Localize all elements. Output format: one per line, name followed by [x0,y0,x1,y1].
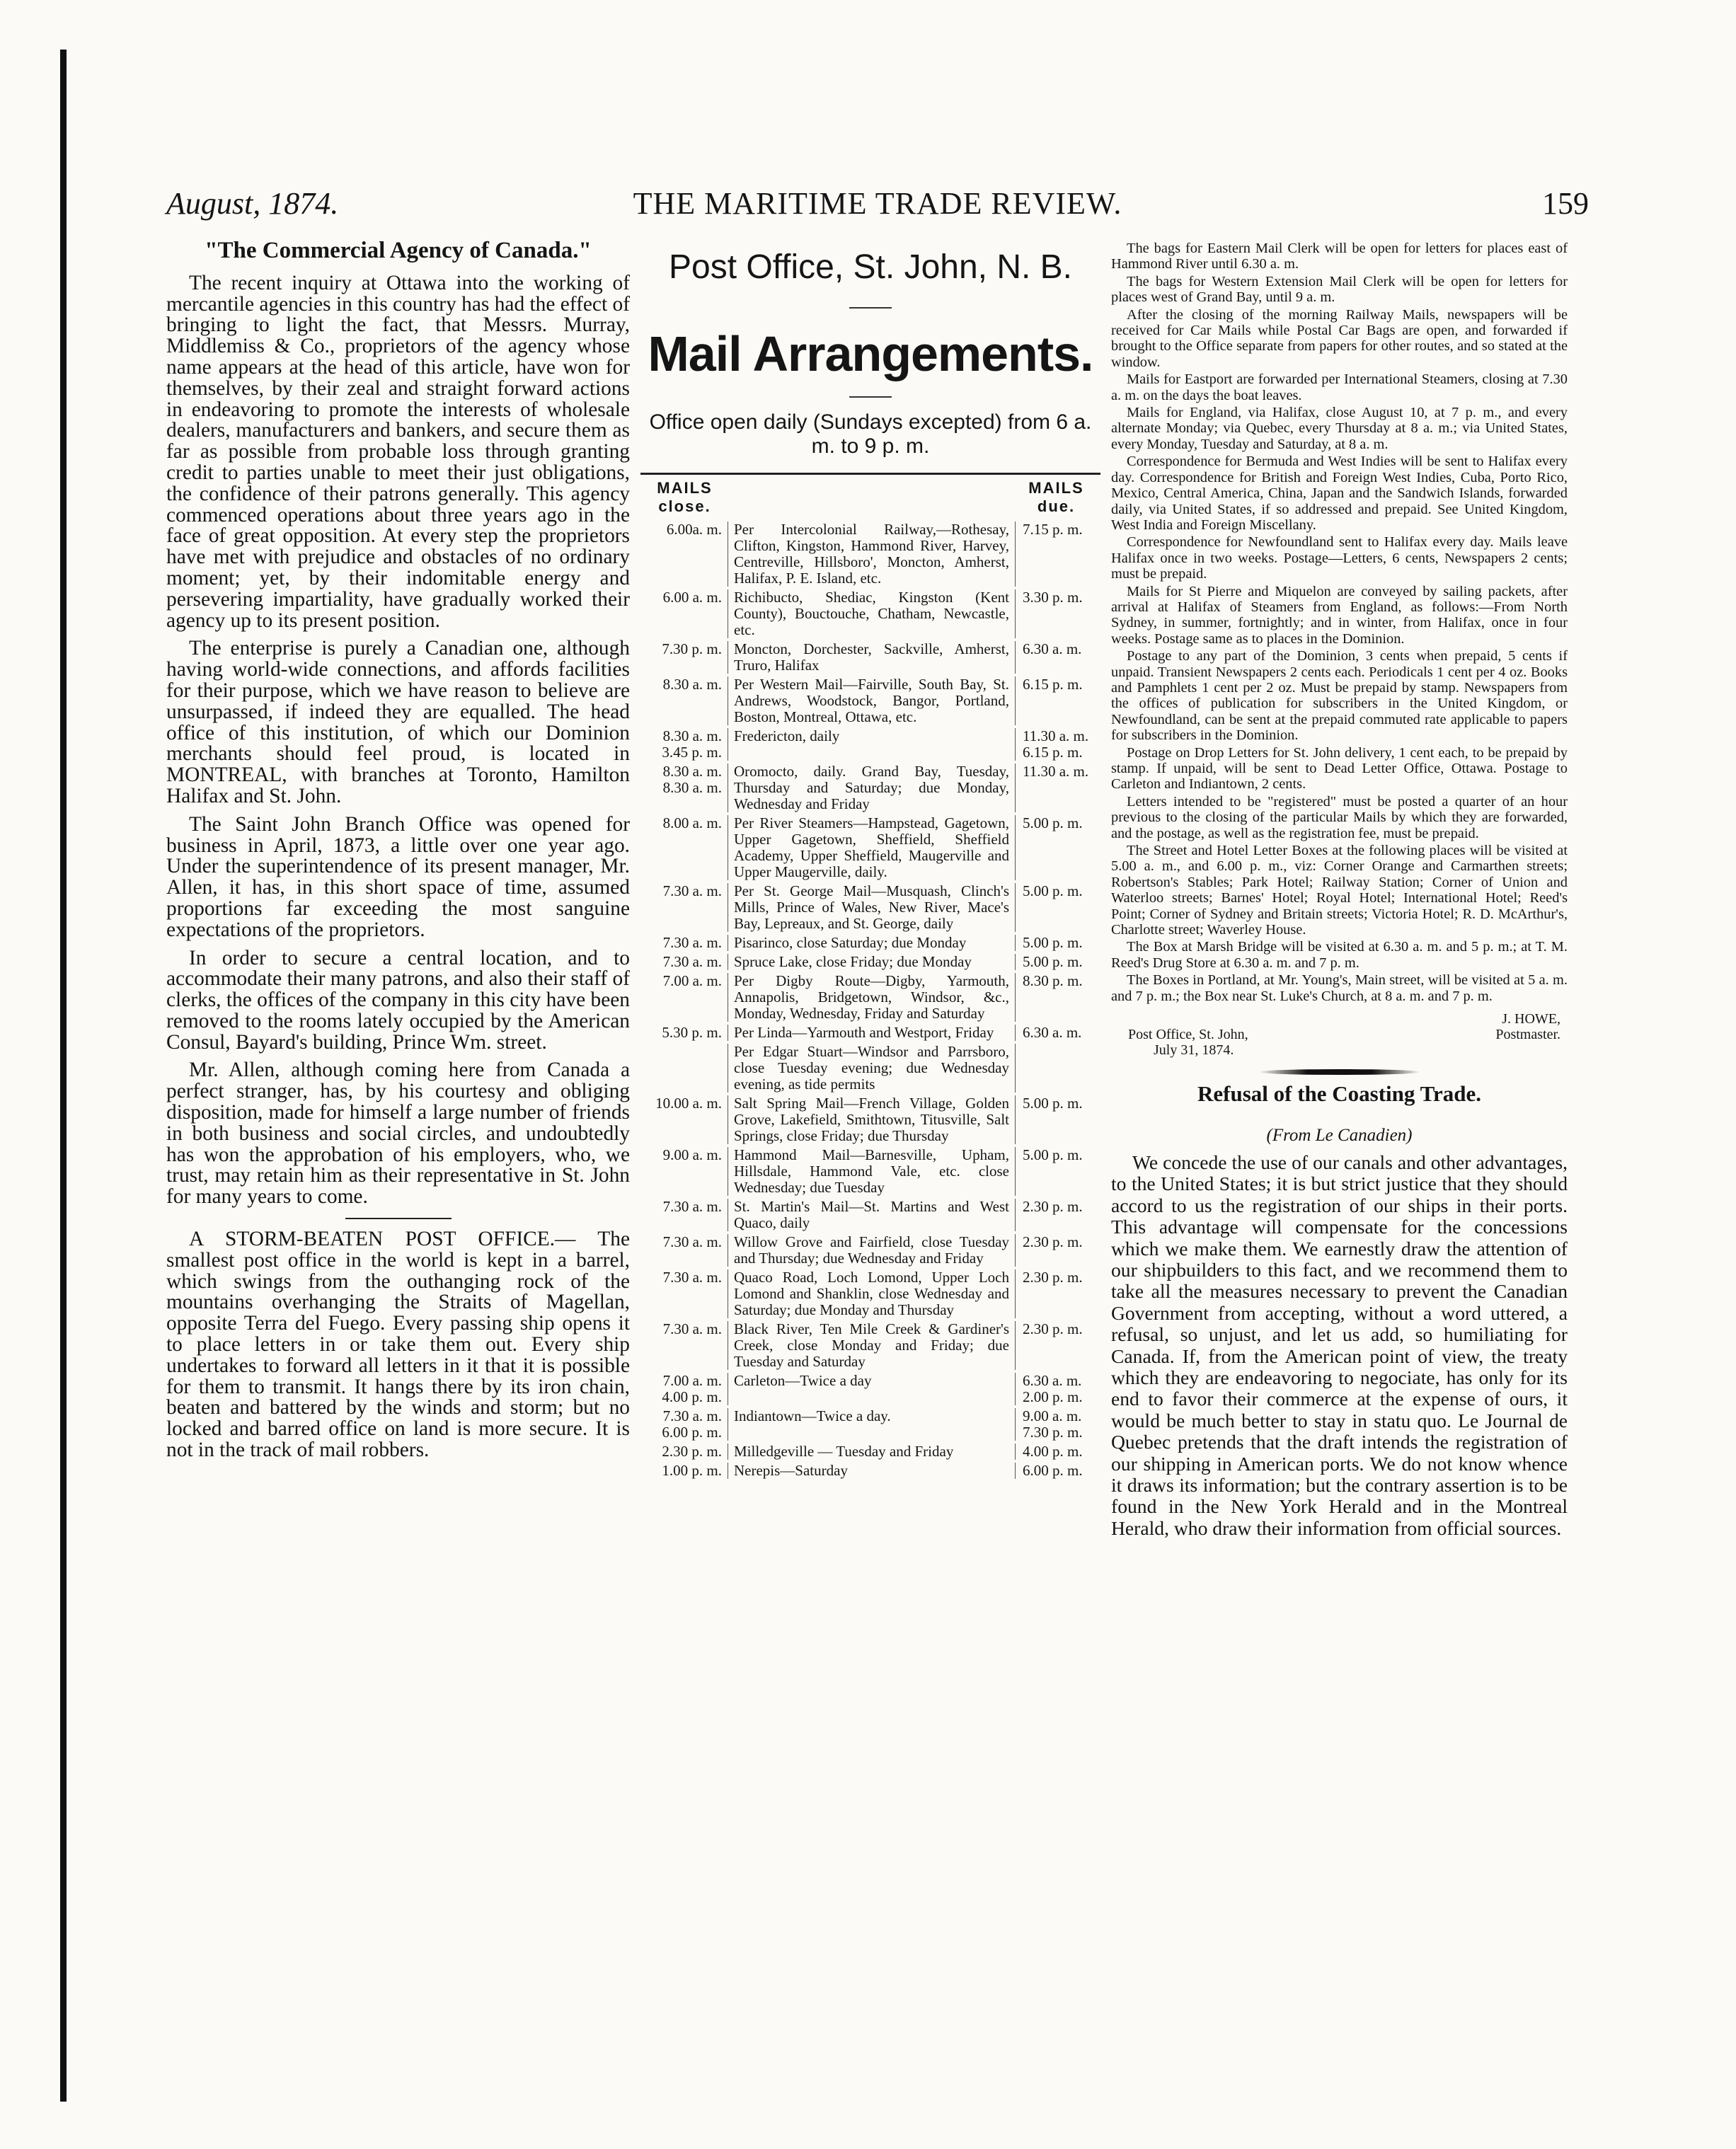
postal-notice: Postage to any part of the Dominion, 3 cents when prepaid, 5 cents if unpaid. Transient Newspapers 2 cents each. Periodicals 1 cent per 4 oz. Books and Pamphlets 1 cent per 2 oz. Must be prepaid by stamp. Newspapers from the offices of publication for subscribers in the United Kingdom, or Newfoundland, can be sent at the prepaid commuted rate applicable to papers for subscribers in the Dominion. [1111,648,1568,744]
mail-row [640,641,1100,674]
mail-row [640,1444,1100,1460]
article-paragraph: Mr. Allen, although coming here from Canada a perfect stranger, has, by his courtesy and obliging disposition, made for himself a large number of friends in both business and social circles, and undoubtedly has won the approbation of his employers, who, we trust, may retain him as their representative in St. John for many years to come. [166,1059,630,1209]
page-number: 159 [1542,186,1589,221]
mail-row [640,815,1100,880]
article-paragraph: The recent inquiry at Ottawa into the working of mercantile agencies in this country has had the effect of bringing to light the fact, that Messrs. Murray, Middlemiss & Co., proprietors of the agency whose name appears at the head of this article, have won for themselves, by their zeal and straight forward actions in endeavoring to promote the interests of wholesale dealers, manufacturers and bankers, and secure them as far as possible from probable loss through granting credit to parties unable to meet their just obligations, the confidence of their patrons generally. This agency commenced operations about three years ago in the face of great opposition. At every step the proprietors have met with prejudice and obstacles of no ordinary moment; yet, by their indomitable energy and persevering impartiality, have gradually worked their agency up to its present position. [166,271,630,632]
postal-notice: Letters intended to be "registered" must be posted a quarter of an hour previous to the closing of the particular Mails by which they are forwarded, and the postage, as well as the registration fee, must be prepaid. [1111,793,1568,841]
mail-row [640,935,1100,951]
mail-due-time: 2.30 p. m. [1023,1320,1083,1337]
mail-due-time: 11.30 a. m. [1023,763,1089,780]
publication-title: THE MARITIME TRADE REVIEW. [633,186,1122,221]
article-heading-agency: "The Commercial Agency of Canada." [205,241,592,263]
mail-close-time: 7.30 a. m. 6.00 p. m. [662,1407,722,1441]
article-heading-coasting: Refusal of the Coasting Trade. [1197,1081,1481,1107]
mail-route: Moncton, Dorchester, Sackville, Amherst, Truro, Halifax [728,641,1016,674]
right-column [1111,241,1568,2052]
mail-route: Milledgeville — Tuesday and Friday [728,1444,1016,1460]
mail-row [640,1044,1100,1093]
mail-arrangements-heading: Mail Arrangements. [648,326,1093,381]
postal-notice: The bags for Eastern Mail Clerk will be open for letters for places east of Hammond River until 6.30 a. m. [1111,241,1568,272]
mail-close-time: 6.00a. m. [666,521,722,538]
mail-route: Carleton—Twice a day [728,1373,1016,1405]
mail-close-time: 8.30 a. m. 8.30 a. m. [662,763,722,796]
page-header [166,185,1589,228]
mail-close-time: 7.30 a. m. [662,1320,722,1337]
mail-row [640,1025,1100,1041]
postal-notice: After the closing of the morning Railway Mails, newspapers will be received for Car Mails while Postal Car Bags are open, and forwarded if brought to the Office separate from papers for other routes, and so stated at the window. [1111,306,1568,370]
mail-close-time: 7.30 a. m. [662,1269,722,1286]
mail-due-time: 11.30 a. m. 6.15 p. m. [1023,727,1089,761]
mail-route: Nerepis—Saturday [728,1463,1016,1479]
mail-due-time: 5.00 p. m. [1023,814,1083,831]
mail-row [640,1147,1100,1196]
signature-name: J. HOWE, [1502,1011,1560,1027]
mail-due-time: 5.00 p. m. [1023,1095,1083,1112]
storm-post-office-paragraph: A STORM-BEATEN POST OFFICE.— The smallest post office in the world is kept in a barrel, which swings from the outhanging rock of the mountains overhanging the Straits of Magellan, opposite Terra del Fuego. Every passing ship opens it to place letters in or take them out. Every ship undertakes to forward all letters in it that it is possible for them to transmit. It hangs there by its iron chain, beaten and battered by the winds and storm; but no locked and barred office on land is more secure. It is not in the track of mail robbers. [166,1228,630,1462]
mail-table-body [640,522,1100,1479]
mail-row [640,589,1100,638]
mail-row [640,1095,1100,1144]
mail-due-time: 2.30 p. m. [1023,1198,1083,1215]
mail-arrangements-column [640,241,1100,2052]
postal-notice: The Boxes in Portland, at Mr. Young's, Main street, will be visited at 5 a. m. and 7 p. m.; the Box near St. Luke's Church, at 8 a. m. and 7 p. m. [1111,972,1568,1004]
mail-row [640,1269,1100,1318]
article-paragraph: The enterprise is purely a Canadian one, although having world-wide connections, and affords facilities for their purpose, which we have reason to believe are unsurpassed, if indeed they are equalled. The head office of this institution, of which our Dominion merchants should feel proud, is located in MONTREAL, with branches at Toronto, Hamilton Halifax and St. John. [166,637,630,807]
mail-close-time: 8.30 a. m. 3.45 p. m. [662,727,722,761]
mail-close-time: 5.30 p. m. [662,1024,722,1041]
mail-route: Per Intercolonial Railway,—Rothesay, Clifton, Kingston, Hammond River, Harvey, Centreville, Hillsboro', Moncton, Amherst, Halifax, P. E. Island, etc. [728,522,1016,587]
mail-row [640,1321,1100,1370]
postal-notice: Correspondence for Bermuda and West Indies will be sent to Halifax every day. Correspondence for British and Foreign West Indies, Cuba, Porto Rico, Mexico, Central America, China, Japan and the Sandwich Islands, forwarded daily, via United States, if so addressed and prepaid. See United Kingdom, West India and Foreign Miscellany. [1111,454,1568,533]
mail-route: Hammond Mail—Barnesville, Upham, Hillsdale, Hammond Vale, etc. close Wednesday; due Tuesday [728,1147,1016,1196]
mail-route: Oromocto, daily. Grand Bay, Tuesday, Thursday and Saturday; due Monday, Wednesday and Friday [728,764,1016,812]
issue-date: August, 1874. [166,186,339,221]
mail-close-time: 7.00 a. m. 4.00 p. m. [662,1372,722,1405]
mail-route: Per Digby Route—Digby, Yarmouth, Annapolis, Bridgetown, Windsor, &c., Monday, Wednesday, Friday and Saturday [728,973,1016,1022]
mail-row [640,676,1100,725]
article-paragraph: The Saint John Branch Office was opened for business in April, 1873, a little over one year ago. Under the superintendence of its present manager, Mr. Allen, it has, in this short space of time, assumed proportions far exceeding the most sanguine expectations of the proprietors. [166,812,630,941]
mail-route: Fredericton, daily [728,728,1016,761]
mail-route: Per River Steamers—Hampstead, Gagetown, Upper Gagetown, Sheffield, Sheffield Academy, Upper Sheffield, Maugerville and Upper Maugerville, daily. [728,815,1016,880]
postal-notice: Mails for St Pierre and Miquelon are conveyed by sailing packets, after arrival at Halifax of Steamers from England, as follows:—From North Sydney, in summer, fortnightly; and in winter, from Halifax, once in four weeks. Postage same as to places in the Dominion. [1111,583,1568,647]
mail-table-header [640,479,1100,516]
ornamental-rule [1258,1069,1421,1075]
mail-route: Salt Spring Mail—French Village, Golden Grove, Lakefield, Smithtown, Titusville, Salt Springs, close Friday; due Thursday [728,1095,1016,1144]
mail-due-time: 4.00 p. m. [1023,1443,1083,1460]
mail-row [640,728,1100,761]
postal-notice: Mails for England, via Halifax, close August 10, at 7 p. m., and every alternate Monday; via Quebec, every Thursday at 8 a. m.; via United States, every Monday, Tuesday and Saturday, at 8 a. m. [1111,405,1568,452]
mail-row [640,1234,1100,1267]
mail-close-time: 7.30 p. m. [662,640,722,657]
mail-row [640,1463,1100,1479]
mail-route: Per St. George Mail—Musquash, Clinch's Mills, Prince of Wales, New River, Mace's Bay, Lepreaux, and St. George, daily [728,883,1016,932]
mail-due-time: 5.00 p. m. [1023,953,1083,970]
mail-row [640,1408,1100,1441]
mail-route: Spruce Lake, close Friday; due Monday [728,954,1016,970]
postal-notice: The Street and Hotel Letter Boxes at the following places will be visited at 5.00 a. m., and 6.00 p. m., viz: Corner Orange and Carmarthen streets; Robertson's Stables; Park Hotel; Railway Station; Corner of Union and Waterloo streets; Barnes' Hotel; Royal Hotel; International Hotel; Reed's Point; Corner of Sydney and Britain streets; Victoria Hotel; R. D. McArthur's, Charlotte street; Waverley House. [1111,843,1568,938]
mail-route: Quaco Road, Loch Lomond, Upper Loch Lomond and Shanklin, close Wednesday and Saturday; due Monday and Thursday [728,1269,1016,1318]
postal-notice: The bags for Western Extension Mail Clerk will be open for letters for places west of Grand Bay, until 9 a. m. [1111,273,1568,306]
mail-route: St. Martin's Mail—St. Martins and West Quaco, daily [728,1199,1016,1231]
left-column [166,241,630,2052]
post-office-title: Post Office, St. John, N. B. [668,248,1073,286]
mail-close-time: 7.30 a. m. [662,1233,722,1250]
mails-due-header: MAILS due. [1028,479,1084,515]
mail-route: Willow Grove and Fairfield, close Tuesday and Thursday; due Wednesday and Friday [728,1234,1016,1267]
mail-route: Per Edgar Stuart—Windsor and Parrsboro, close Tuesday evening; due Wednesday evening, as tide permits [728,1044,1016,1093]
mail-due-time: 5.00 p. m. [1023,882,1083,899]
mail-row [640,764,1100,812]
mail-route: Pisarinco, close Saturday; due Monday [728,935,1016,951]
mail-close-time: 7.30 a. m. [662,1198,722,1215]
section-divider [345,1218,452,1219]
mail-close-time: 7.30 a. m. [662,953,722,970]
mail-due-time: 2.30 p. m. [1023,1233,1083,1250]
mail-close-time: 1.00 p. m. [662,1462,722,1479]
mail-close-time: 10.00 a. m. [655,1095,722,1112]
mail-row [640,1199,1100,1231]
mail-due-time: 6.30 a. m. [1023,640,1082,657]
mail-due-time [1016,1044,1100,1093]
mail-route: Richibucto, Shediac, Kingston (Kent County), Bouctouche, Chatham, Newcastle, etc. [728,589,1016,638]
mail-close-time [640,1044,728,1093]
mail-close-time: 9.00 a. m. [662,1146,722,1163]
postal-notice: Correspondence for Newfoundland sent to Halifax every day. Mails leave Halifax once in two weeks. Postage—Letters, 6 cents, Newspapers 2 cents; must be prepaid. [1111,534,1568,582]
mail-route: Black River, Ten Mile Creek & Gardiner's Creek, close Monday and Friday; due Tuesday and Saturday [728,1321,1016,1370]
mail-row [640,883,1100,932]
article-source: (From Le Canadien) [1266,1125,1413,1145]
postal-notices [1111,241,1568,1004]
postal-notice: Postage on Drop Letters for St. John delivery, 1 cent each, to be prepaid by stamp. If unpaid, will be sent to Dead Letter Office, Ottawa. Postage to Carleton and Indiantown, 2 cents. [1111,744,1568,793]
mail-close-time: 7.30 a. m. [662,934,722,951]
mail-due-time: 5.00 p. m. [1023,934,1083,951]
mail-route: Per Western Mail—Fairville, South Bay, St. Andrews, Woodstock, Bangor, Portland, Boston, Montreal, Ottawa, etc. [728,676,1016,725]
signature-title: Postmaster. [1495,1027,1560,1043]
mail-due-time: 8.30 p. m. [1023,972,1083,989]
signature-place: Post Office, St. John, [1128,1027,1248,1043]
postal-notice: The Box at Marsh Bridge will be visited at 6.30 a. m. and 5 p. m.; at T. M. Reed's Drug Store at 6.30 a. m. and 7 p. m. [1111,939,1568,971]
mail-close-time: 2.30 p. m. [662,1443,722,1460]
mail-due-time: 6.00 p. m. [1023,1462,1083,1479]
mail-due-time: 9.00 a. m. 7.30 p. m. [1023,1407,1083,1441]
mail-row [640,1373,1100,1405]
mail-close-time: 8.00 a. m. [662,814,722,831]
binding-rule [60,50,67,2102]
signature-block [1111,1011,1568,1058]
article-paragraph: In order to secure a central location, and to accommodate their many patrons, and also their staff of clerks, the offices of the company in this city have been removed to the rooms lately occupied by the American Consul, Bayard's building, Prince Wm. street. [166,946,630,1054]
mail-route: Indiantown—Twice a day. [728,1408,1016,1441]
mails-close-header: MAILS close. [657,479,713,515]
mail-due-time: 6.15 p. m. [1023,676,1083,693]
article-paragraph: We concede the use of our canals and other advantages, to the United States; it is but strict justice that they should accord to us the registration of our ships in their ports. This advantage will compensate for the concessions which we make them. We earnestly draw the attention of our shipbuilders to this fact, and we recommend them to take all the measures necessary to prevent the Canadian Government from accepting, without a word uttered, a refusal, so unjust, and let us add, so humiliating for Canada. If, from the American point of view, the treaty which they are endeavoring to negociate, has only for its end to favor their commerce at the expense of ours, it would be much better to stay in statu quo. Le Journal de Quebec pretends that the draft intends the registration of our shipping in American ports. We do not know whence it draws its information; but the contrary assertion is to be found in the New York Herald and in the Montreal Herald, who draw their information from official sources. [1111,1151,1568,1539]
mail-due-time: 6.30 a. m. 2.00 p. m. [1023,1372,1083,1405]
mail-due-time: 6.30 a. m. [1023,1024,1082,1041]
mail-row [640,973,1100,1022]
mail-close-time: 6.00 a. m. [662,589,722,606]
mail-due-time: 7.15 p. m. [1023,521,1083,538]
mail-close-time: 7.00 a. m. [662,972,722,989]
divider [849,307,892,309]
table-top-rule [640,473,1100,475]
mail-close-time: 7.30 a. m. [662,882,722,899]
mail-due-time: 5.00 p. m. [1023,1146,1083,1163]
mail-due-time: 3.30 p. m. [1023,589,1083,606]
signature-date: July 31, 1874. [1154,1042,1234,1059]
office-hours: Office open daily (Sundays excepted) from 6 a. m. to 9 p. m. [649,410,1092,458]
mail-due-time: 2.30 p. m. [1023,1269,1083,1286]
divider [849,396,892,398]
mail-row [640,522,1100,587]
mail-row [640,954,1100,970]
mail-close-time: 8.30 a. m. [662,676,722,693]
mail-route: Per Linda—Yarmouth and Westport, Friday [728,1025,1016,1041]
postal-notice: Mails for Eastport are forwarded per International Steamers, closing at 7.30 a. m. on the days the boat leaves. [1111,371,1568,403]
